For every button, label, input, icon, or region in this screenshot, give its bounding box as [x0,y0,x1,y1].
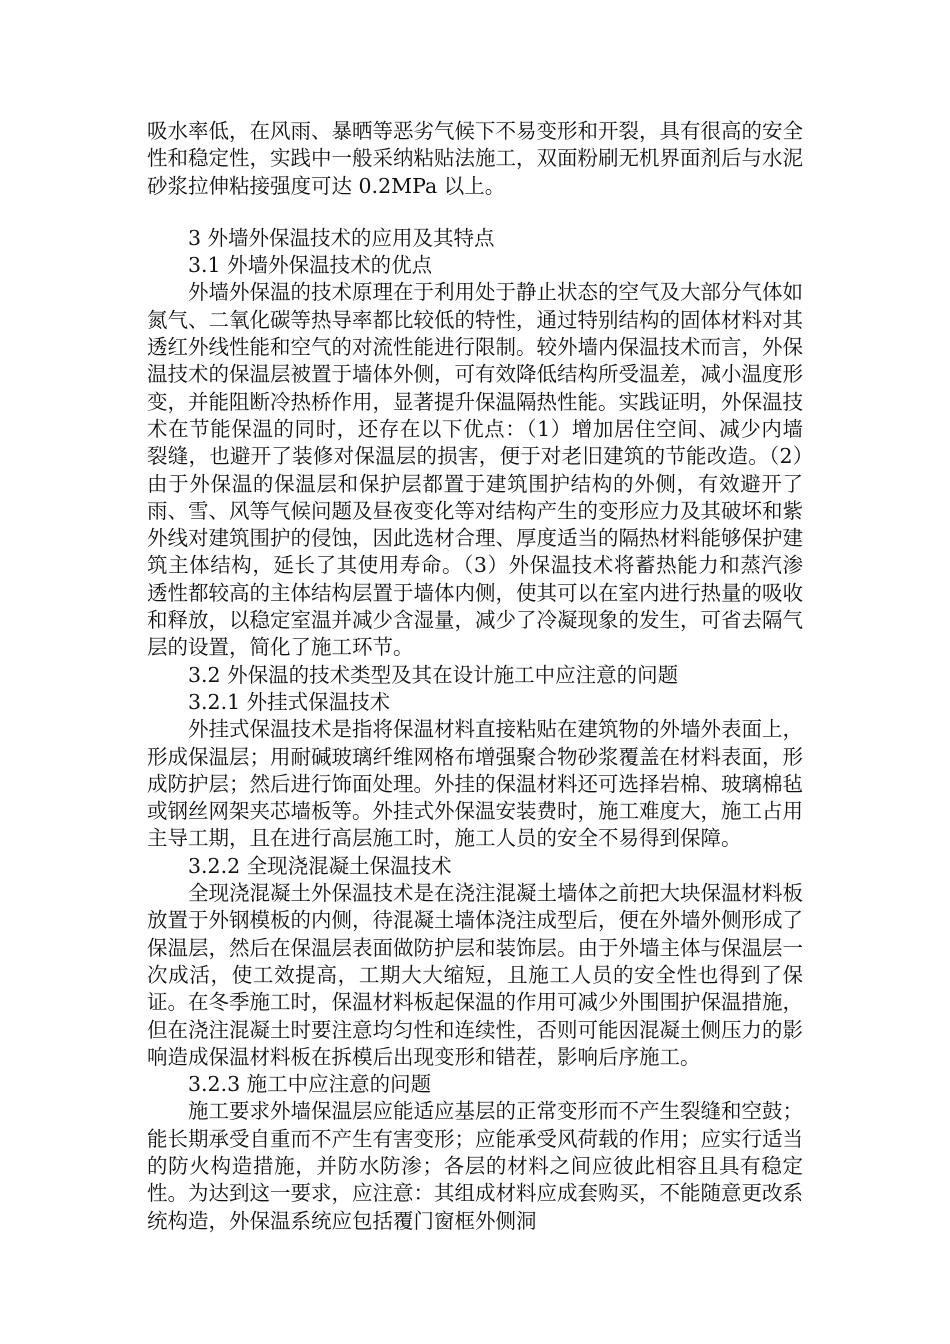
heading-section-3-2: 3.2 外保温的技术类型及其在设计施工中应注意的问题 [188,662,679,687]
document-page [147,118,803,1235]
paragraph-external-hanging: 外挂式保温技术是指将保温材料直接粘贴在建筑物的外墙外表面上，形成保温层；用耐碱玻璃纤维网格布增强聚合物砂浆覆盖在材料表面，形成防护层；然后进行饰面处理。外挂的保温材料还可选择岩棉、玻璃棉毡或钢丝网架夹芯墙板等。外挂式外保温安装费时，施工难度大，施工占用主导工期，且在进行高层施工时，施工人员的安全不易得到保障。 [147,717,803,851]
paragraph-intro: 吸水率低，在风雨、暴晒等恶劣气候下不易变形和开裂，具有很高的安全性和稳定性，实践中一般采纳粘贴法施工，双面粉刷无机界面剂后与水泥砂浆拉伸粘接强度可达 0.2MPa 以上。 [147,119,803,198]
section-spacer [147,200,803,225]
heading-section-3-2-2: 3.2.2 全现浇混凝土保温技术 [188,853,452,878]
heading-section-3-2-3: 3.2.3 施工中应注意的问题 [188,1072,432,1097]
paragraph-construction-notes: 施工要求外墙保温层应能适应基层的正常变形而不产生裂缝和空鼓；能长期承受自重而不产生有害变形；应能承受风荷载的作用；应实行适当的防火构造措施，并防水防渗；各层的材料之间应彼此相容且具有稳定性。为达到这一要求，应注意：其组成材料应成套购买，不能随意更改系统构造，外保温系统应包括覆门窗框外侧洞 [147,1099,803,1233]
paragraph-cast-in-place: 全现浇混凝土外保温技术是在浇注混凝土墙体之前把大块保温材料板放置于外钢模板的内侧，待混凝土墙体浇注成型后，便在外墙外侧形成了保温层，然后在保温层表面做防护层和装饰层。由于外墙主体与保温层一次成活，使工效提高，工期大大缩短，且施工人员的安全性也得到了保证。在冬季施工时，保温材料板起保温的作用可减少外围围护保温措施，但在浇注混凝土时要注意均匀性和连续性，否则可能因混凝土侧压力的影响造成保温材料板在拆模后出现变形和错茬，影响后序施工。 [147,881,803,1069]
heading-section-3-2-1: 3.2.1 外挂式保温技术 [188,689,391,714]
heading-section-3-1: 3.1 外墙外保温技术的优点 [188,253,433,278]
paragraph-advantages: 外墙外保温的技术原理在于利用处于静止状态的空气及大部分气体如氮气、二氧化碳等热导率都比较低的特性，通过特别结构的固体材料对其透红外线性能和空气的对流性能进行限制。较外墙内保温技术而言，外保温技术的保温层被置于墙体外侧，可有效降低结构所受温差，减小温度形变，并能阻断冷热桥作用，显著提升保温隔热性能。实践证明，外保温技术在节能保温的同时，还存在以下优点：（1）增加居住空间、减少内墙裂缝，也避开了装修对保温层的损害，便于对老旧建筑的节能改造。（2）由于外保温的保温层和保护层都置于建筑围护结构的外侧，有效避开了雨、雪、风等气候问题及昼夜变化等对结构产生的变形应力及其破坏和紫外线对建筑围护的侵蚀，因此选材合理、厚度适当的隔热材料能够保护建筑主体结构，延长了其使用寿命。（3）外保温技术将蓄热能力和蒸汽渗透性都较高的主体结构层置于墙体内侧，使其可以在室内进行热量的吸收和释放，以稳定室温并减少含湿量，减少了冷凝现象的发生，可省去隔气层的设置，简化了施工环节。 [147,280,803,660]
heading-section-3: 3 外墙外保温技术的应用及其特点 [188,225,495,250]
